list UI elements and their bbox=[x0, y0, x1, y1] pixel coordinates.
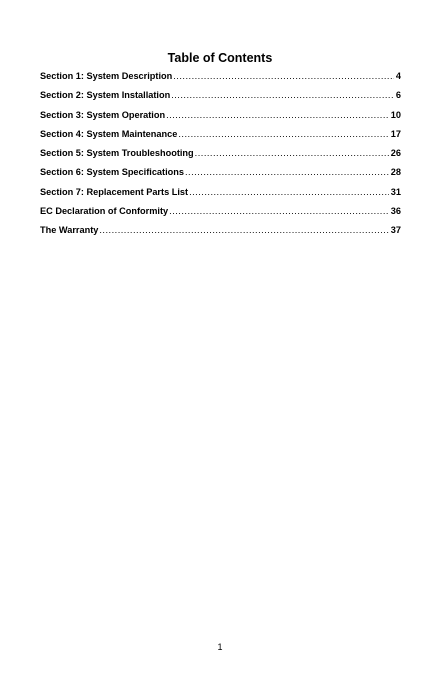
toc-dot-leader bbox=[173, 70, 394, 82]
toc-entry-section-1[interactable] bbox=[40, 70, 401, 89]
toc-entry-page: 36 bbox=[390, 206, 401, 217]
toc-dot-leader bbox=[178, 128, 388, 140]
table-of-contents bbox=[40, 70, 401, 244]
toc-entry-label: Section 6: System Specifications bbox=[40, 167, 184, 178]
toc-entry-label: The Warranty bbox=[40, 225, 99, 236]
toc-entry-warranty[interactable] bbox=[40, 224, 401, 243]
toc-dot-leader bbox=[166, 109, 389, 121]
toc-entry-page: 26 bbox=[390, 148, 401, 159]
toc-entry-label: Section 3: System Operation bbox=[40, 109, 166, 120]
toc-entry-label: Section 5: System Troubleshooting bbox=[40, 148, 194, 159]
toc-entry-label: Section 4: System Maintenance bbox=[40, 128, 178, 139]
toc-entry-section-4[interactable] bbox=[40, 128, 401, 147]
toc-entry-page: 31 bbox=[390, 186, 401, 197]
toc-dot-leader bbox=[99, 224, 388, 236]
toc-entry-page: 4 bbox=[395, 71, 401, 81]
toc-entry-label: EC Declaration of Conformity bbox=[40, 206, 169, 217]
toc-entry-section-3[interactable] bbox=[40, 109, 401, 128]
toc-dot-leader bbox=[171, 89, 394, 101]
toc-dot-leader bbox=[185, 166, 389, 178]
toc-entry-page: 17 bbox=[390, 128, 401, 139]
toc-entry-section-5[interactable] bbox=[40, 147, 401, 166]
toc-dot-leader bbox=[169, 205, 389, 217]
toc-entry-section-6[interactable] bbox=[40, 166, 401, 185]
toc-entry-ec-declaration[interactable] bbox=[40, 205, 401, 224]
toc-entry-section-2[interactable] bbox=[40, 89, 401, 108]
toc-entry-label: Section 2: System Installation bbox=[40, 90, 171, 101]
toc-dot-leader bbox=[195, 147, 389, 159]
toc-entry-page: 10 bbox=[390, 109, 401, 120]
toc-entry-page: 28 bbox=[390, 167, 401, 178]
toc-entry-label: Section 7: Replacement Parts List bbox=[40, 186, 189, 197]
toc-entry-page: 37 bbox=[390, 225, 401, 236]
page-number: 1 bbox=[217, 642, 223, 652]
toc-entry-page: 6 bbox=[395, 90, 401, 101]
toc-entry-label: Section 1: System Description bbox=[40, 71, 173, 81]
page-title: Table of Contents bbox=[167, 51, 273, 65]
toc-entry-section-7[interactable] bbox=[40, 186, 401, 205]
toc-dot-leader bbox=[189, 186, 389, 198]
